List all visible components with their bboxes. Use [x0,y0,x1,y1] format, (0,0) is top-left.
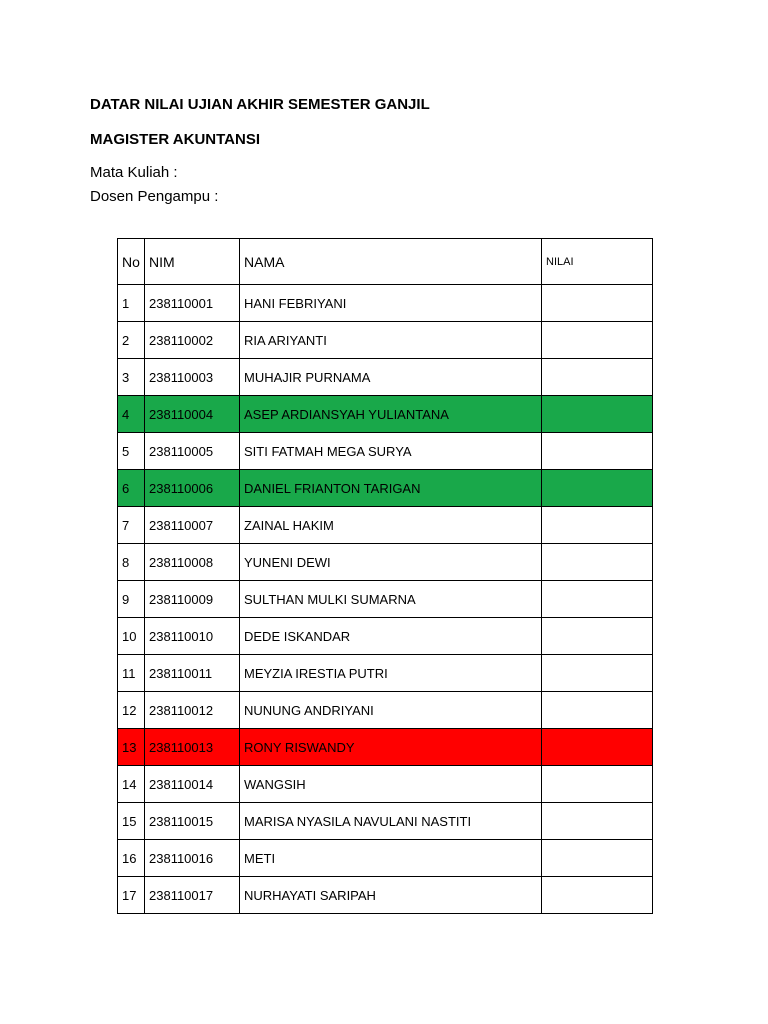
cell-nilai[interactable] [542,581,653,618]
cell-nama: RIA ARIYANTI [240,322,542,359]
cell-nim: 238110006 [145,470,240,507]
cell-nim: 238110002 [145,322,240,359]
cell-nim: 238110003 [145,359,240,396]
cell-nama: MUHAJIR PURNAMA [240,359,542,396]
cell-nilai[interactable] [542,840,653,877]
table-row [118,285,653,322]
table-row [118,544,653,581]
cell-nama: SITI FATMAH MEGA SURYA [240,433,542,470]
header-nama: NAMA [240,239,542,285]
dosen-pengampu-label: Dosen Pengampu : [90,188,219,205]
cell-nim: 238110015 [145,803,240,840]
cell-no: 1 [118,285,145,322]
cell-nim: 238110011 [145,655,240,692]
cell-nilai[interactable] [542,655,653,692]
header-no: No [118,239,145,285]
cell-nama: SULTHAN MULKI SUMARNA [240,581,542,618]
table-row [118,729,653,766]
document-title: DATAR NILAI UJIAN AKHIR SEMESTER GANJIL [90,96,430,113]
cell-nilai[interactable] [542,877,653,914]
program-title: MAGISTER AKUNTANSI [90,131,260,148]
cell-no: 7 [118,507,145,544]
cell-nim: 238110005 [145,433,240,470]
table-row [118,470,653,507]
cell-nama: NUNUNG ANDRIYANI [240,692,542,729]
cell-no: 15 [118,803,145,840]
cell-nim: 238110004 [145,396,240,433]
cell-no: 16 [118,840,145,877]
cell-nilai[interactable] [542,285,653,322]
cell-nilai[interactable] [542,507,653,544]
cell-nama: WANGSIH [240,766,542,803]
cell-nim: 238110016 [145,840,240,877]
cell-nilai[interactable] [542,544,653,581]
cell-nim: 238110008 [145,544,240,581]
cell-nama: METI [240,840,542,877]
cell-nilai[interactable] [542,322,653,359]
cell-no: 14 [118,766,145,803]
table-row [118,840,653,877]
cell-nilai[interactable] [542,729,653,766]
cell-no: 12 [118,692,145,729]
table-row [118,433,653,470]
table-row [118,618,653,655]
cell-nama: NURHAYATI SARIPAH [240,877,542,914]
table-row [118,359,653,396]
table-row [118,655,653,692]
table-row [118,396,653,433]
cell-no: 3 [118,359,145,396]
table-body [118,285,653,914]
cell-nama: RONY RISWANDY [240,729,542,766]
cell-no: 8 [118,544,145,581]
table-header-row [118,239,653,285]
header-nim: NIM [145,239,240,285]
cell-no: 10 [118,618,145,655]
cell-nama: ZAINAL HAKIM [240,507,542,544]
cell-nama: YUNENI DEWI [240,544,542,581]
cell-nama: DANIEL FRIANTON TARIGAN [240,470,542,507]
cell-nim: 238110009 [145,581,240,618]
cell-nama: MEYZIA IRESTIA PUTRI [240,655,542,692]
cell-nim: 238110013 [145,729,240,766]
cell-nama: HANI FEBRIYANI [240,285,542,322]
cell-nilai[interactable] [542,766,653,803]
cell-no: 13 [118,729,145,766]
table-row [118,766,653,803]
cell-nama: DEDE ISKANDAR [240,618,542,655]
cell-nilai[interactable] [542,396,653,433]
table-row [118,692,653,729]
cell-nim: 238110007 [145,507,240,544]
table-row [118,877,653,914]
cell-nilai[interactable] [542,692,653,729]
cell-nilai[interactable] [542,618,653,655]
header-nilai: NILAI [542,239,653,285]
cell-nilai[interactable] [542,803,653,840]
cell-no: 4 [118,396,145,433]
cell-no: 6 [118,470,145,507]
cell-no: 11 [118,655,145,692]
cell-nilai[interactable] [542,359,653,396]
cell-no: 9 [118,581,145,618]
cell-nilai[interactable] [542,470,653,507]
cell-no: 17 [118,877,145,914]
cell-no: 2 [118,322,145,359]
cell-nilai[interactable] [542,433,653,470]
cell-nim: 238110017 [145,877,240,914]
cell-no: 5 [118,433,145,470]
table-row [118,581,653,618]
cell-nim: 238110001 [145,285,240,322]
table-row [118,507,653,544]
cell-nim: 238110010 [145,618,240,655]
cell-nim: 238110012 [145,692,240,729]
table-row [118,322,653,359]
grades-table [117,238,653,914]
mata-kuliah-label: Mata Kuliah : [90,164,178,181]
table-row [118,803,653,840]
cell-nim: 238110014 [145,766,240,803]
cell-nama: MARISA NYASILA NAVULANI NASTITI [240,803,542,840]
cell-nama: ASEP ARDIANSYAH YULIANTANA [240,396,542,433]
